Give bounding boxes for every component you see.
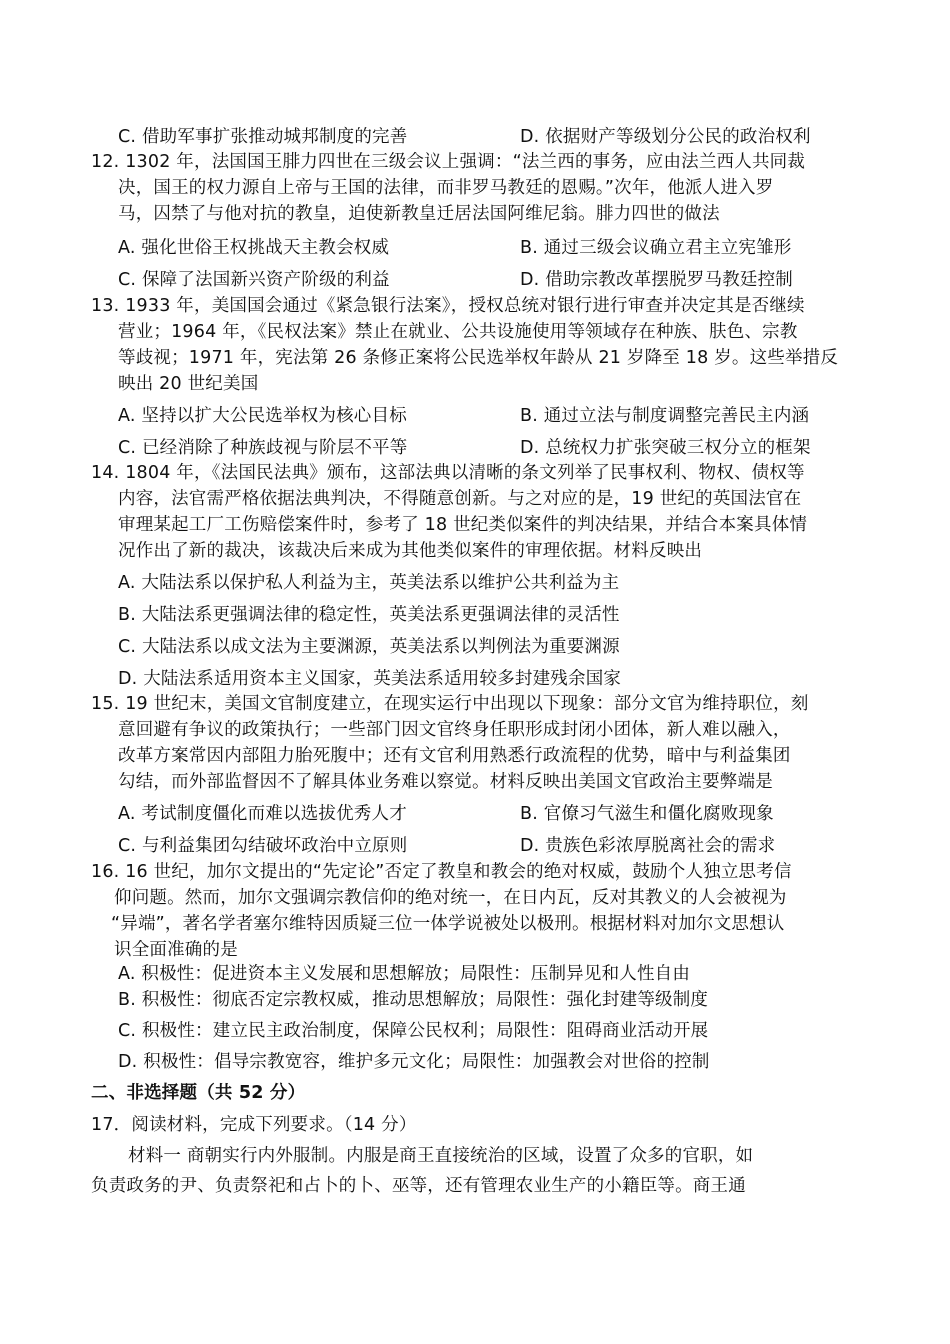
q12-option-d: D. 借助宗教改革摆脱罗马教廷控制 (520, 270, 793, 290)
q12-option-c: C. 保障了法国新兴资产阶级的利益 (118, 270, 390, 290)
q14-option-a: A. 大陆法系以保护私人利益为主，英美法系以维护公共利益为主 (118, 573, 620, 593)
q12-option-b: B. 通过三级会议确立君主立宪雏形 (520, 238, 792, 258)
q15-stem-line-2: 意回避有争议的政策执行；一些部门因文官终身任职形成封闭小团体，新人难以融入， (118, 720, 791, 740)
q12-stem-line-3: 马，囚禁了与他对抗的教皇，迫使新教皇迁居法国阿维尼翁。腓力四世的做法 (118, 204, 720, 224)
q14-option-c: C. 大陆法系以成文法为主要渊源，英美法系以判例法为重要渊源 (118, 637, 620, 657)
q12-stem-line-1: 12. 1302 年，法国国王腓力四世在三级会议上强调：“法兰西的事务，应由法兰西人共同裁 (91, 152, 806, 172)
q15-option-d: D. 贵族色彩浓厚脱离社会的需求 (520, 836, 776, 856)
q13-option-a: A. 坚持以扩大公民选举权为核心目标 (118, 406, 407, 426)
q13-stem-line-2: 营业；1964 年，《民权法案》禁止在就业、公共设施使用等领域存在种族、肤色、宗教 (118, 322, 798, 342)
q15-option-a: A. 考试制度僵化而难以选拔优秀人才 (118, 804, 407, 824)
q17-stem: 17．阅读材料，完成下列要求。（14 分） (91, 1115, 417, 1135)
q13-option-b: B. 通过立法与制度调整完善民主内涵 (520, 406, 810, 426)
section-2-title: 二、非选择题（共 52 分） (91, 1083, 306, 1103)
q16-option-d: D. 积极性：倡导宗教宽容，维护多元文化；局限性：加强教会对世俗的控制 (118, 1052, 710, 1072)
q16-stem-line-1: 16. 16 世纪，加尔文提出的“先定论”否定了教皇和教会的绝对权威，鼓励个人独立思考信 (91, 862, 792, 882)
q14-option-b: B. 大陆法系更强调法律的稳定性，英美法系更强调法律的灵活性 (118, 605, 620, 625)
q12-stem-line-2: 决，国王的权力源自上帝与王国的法律，而非罗马教廷的恩赐。”次年，他派人进入罗 (118, 178, 774, 198)
q16-stem-line-3: “异端”，著名学者塞尔维特因质疑三位一体学说被处以极刑。根据材料对加尔文思想认 (111, 914, 785, 934)
q14-stem-line-4: 况作出了新的裁决，该裁决后来成为其他类似案件的审理依据。材料反映出 (118, 541, 703, 561)
q13-stem-line-1: 13. 1933 年，美国国会通过《紧急银行法案》，授权总统对银行进行审查并决定其是否继续 (91, 296, 805, 316)
q14-option-d: D. 大陆法系适用资本主义国家，英美法系适用较多封建残余国家 (118, 669, 622, 689)
q15-stem-line-3: 改革方案常因内部阻力胎死腹中；还有文官利用熟悉行政流程的优势，暗中与利益集团 (118, 746, 791, 766)
q13-stem-line-4: 映出 20 世纪美国 (118, 374, 259, 394)
q15-stem-line-4: 勾结，而外部监督因不了解具体业务难以察觉。材料反映出美国文官政治主要弊端是 (118, 772, 773, 792)
q16-option-c: C. 积极性：建立民主政治制度，保障公民权利；局限性：阻碍商业活动开展 (118, 1021, 709, 1041)
q16-option-b: B. 积极性：彻底否定宗教权威，推动思想解放；局限性：强化封建等级制度 (118, 990, 709, 1010)
q14-stem-line-3: 审理某起工厂工伤赔偿案件时，参考了 18 世纪类似案件的判决结果，并结合本案具体情 (118, 515, 808, 535)
q16-stem-line-2: 仰问题。然而，加尔文强调宗教信仰的绝对统一，在日内瓦，反对其教义的人会被视为 (114, 888, 787, 908)
q11-option-c: C. 借助军事扩张推动城邦制度的完善 (118, 127, 408, 147)
q14-stem-line-2: 内容，法官需严格依据法典判决，不得随意创新。与之对应的是，19 世纪的英国法官在 (118, 489, 802, 509)
q15-stem-line-1: 15. 19 世纪末，美国文官制度建立，在现实运行中出现以下现象：部分文官为维持职位，刻 (91, 694, 809, 714)
q17-material-line-2: 负责政务的尹、负责祭祀和占卜的卜、巫等，还有管理农业生产的小籍臣等。商王通 (91, 1176, 746, 1196)
q16-option-a: A. 积极性：促进资本主义发展和思想解放；局限性：压制异见和人性自由 (118, 964, 691, 984)
q13-option-d: D. 总统权力扩张突破三权分立的框架 (520, 438, 811, 458)
q13-stem-line-3: 等歧视；1971 年，宪法第 26 条修正案将公民选举权年龄从 21 岁降至 18 岁。这些举措反 (118, 348, 839, 368)
q16-stem-line-4: 识全面准确的是 (114, 940, 238, 960)
q11-option-d: D. 依据财产等级划分公民的政治权利 (520, 127, 811, 147)
q14-stem-line-1: 14. 1804 年，《法国民法典》颁布，这部法典以清晰的条文列举了民事权利、物权、债权等 (91, 463, 805, 483)
q15-option-c: C. 与利益集团勾结破坏政治中立原则 (118, 836, 408, 856)
q17-material-line-1: 材料一 商朝实行内外服制。内服是商王直接统治的区域，设置了众多的官职，如 (128, 1146, 754, 1166)
q12-option-a: A. 强化世俗王权挑战天主教会权威 (118, 238, 390, 258)
q15-option-b: B. 官僚习气滋生和僵化腐败现象 (520, 804, 774, 824)
q13-option-c: C. 已经消除了种族歧视与阶层不平等 (118, 438, 408, 458)
